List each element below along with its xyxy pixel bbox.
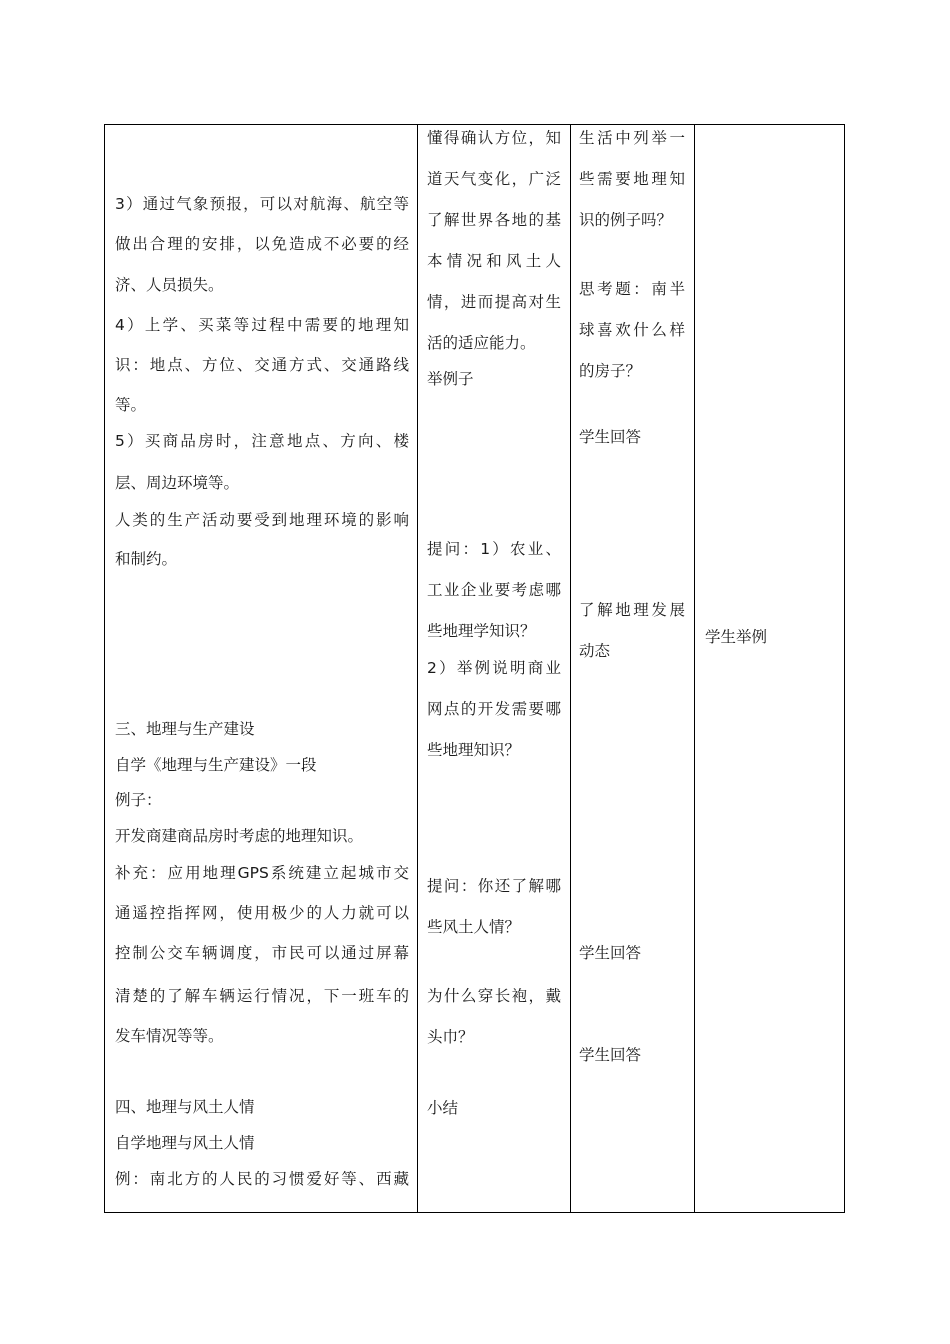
activity-line: 工业企业要考虑哪 [427,581,561,599]
student-line: 些需要地理知 [579,170,685,188]
content-line: 发车情况等等。 [115,1027,224,1045]
activity-line: 小结 [427,1099,459,1117]
teacher-activity-column [418,125,570,1212]
student-line: 球喜欢什么样 [579,321,685,339]
content-line: 5）买商品房时，注意地点、方向、楼 [115,432,409,450]
lesson-plan-table [104,124,845,1213]
student-line: 学生回答 [579,428,642,446]
activity-line: 为什么穿长袍，戴 [427,987,561,1005]
content-line: 济、人员损失。 [115,276,224,294]
activity-line: 举例子 [427,370,474,388]
activity-line: 提问：1）农业、 [427,540,561,558]
activity-line: 了解世界各地的基 [427,211,561,229]
content-line: 和制约。 [115,550,178,568]
content-line: 控制公交车辆调度，市民可以通过屏幕 [115,944,409,962]
activity-line: 提问：你还了解哪 [427,877,561,895]
activity-line: 些地理知识？ [427,741,521,759]
content-line: 开发商建商品房时考虑的地理知识。 [115,827,364,845]
student-line: 思考题：南半 [579,280,685,298]
content-line: 识：地点、方位、交通方式、交通路线 [115,356,409,374]
activity-line: 头巾？ [427,1028,474,1046]
activity-line: 情，进而提高对生 [427,293,561,311]
activity-line: 活的适应能力。 [427,334,536,352]
student-line: 识的例子吗？ [579,211,673,229]
activity-line: 网点的开发需要哪 [427,700,561,718]
activity-line: 懂得确认方位，知 [427,129,561,147]
content-line: 清楚的了解车辆运行情况，下一班车的 [115,987,409,1005]
content-line: 4）上学、买菜等过程中需要的地理知 [115,316,409,334]
student-line: 动态 [579,642,611,660]
content-column [105,125,417,1212]
content-line: 自学地理与风土人情 [115,1134,255,1152]
section-heading: 四、地理与风土人情 [115,1098,255,1116]
activity-line: 些地理学知识？ [427,622,536,640]
notes-column [695,125,846,1212]
content-line: 等。 [115,396,147,414]
student-line: 的房子？ [579,362,642,380]
student-line: 了解地理发展 [579,601,685,619]
activity-line: 道天气变化，广泛 [427,170,561,188]
notes-line: 学生举例 [705,628,768,646]
activity-line: 2）举例说明商业 [427,659,561,677]
student-line: 生活中列举一 [579,129,685,147]
content-line: 层、周边环境等。 [115,474,240,492]
content-line: 自学《地理与生产建设》一段 [115,756,317,774]
student-line: 学生回答 [579,944,642,962]
content-line: 通遥控指挥网，使用极少的人力就可以 [115,904,409,922]
section-heading: 三、地理与生产建设 [115,720,255,738]
content-line: 3）通过气象预报，可以对航海、航空等 [115,195,409,213]
content-line: 补充：应用地理GPS系统建立起城市交 [115,864,409,882]
content-line: 做出合理的安排，以免造成不必要的经 [115,235,409,253]
content-line: 例：南北方的人民的习惯爱好等、西藏 [115,1170,409,1188]
content-line: 人类的生产活动要受到地理环境的影响 [115,511,409,529]
student-activity-column [571,125,694,1212]
content-line: 例子： [115,791,162,809]
activity-line: 本情况和风土人 [427,252,561,270]
student-line: 学生回答 [579,1046,642,1064]
activity-line: 些风土人情？ [427,918,521,936]
